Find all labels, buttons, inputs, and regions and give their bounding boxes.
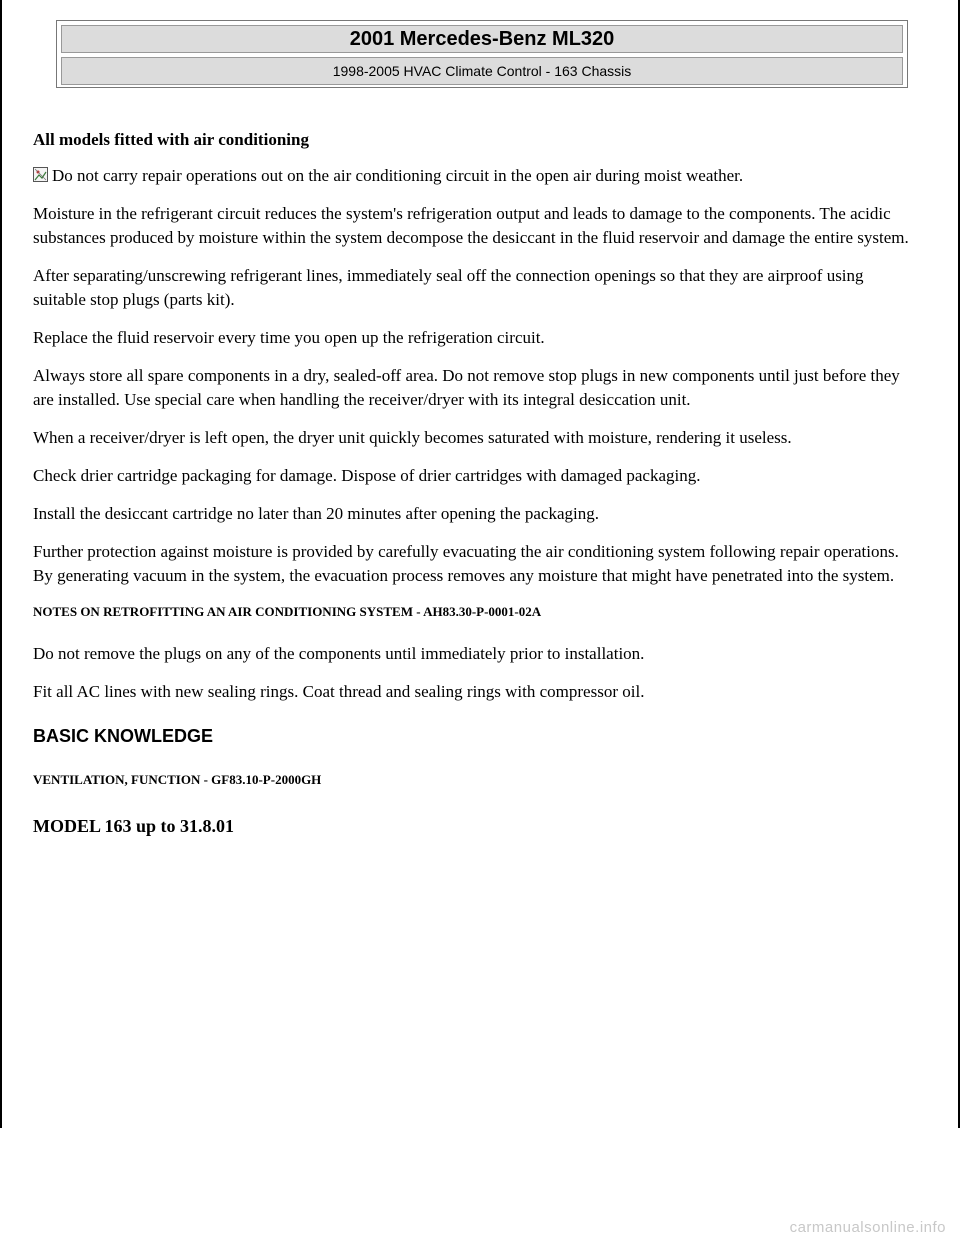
paragraph-plugs: Do not remove the plugs on any of the components until immediately prior to installation. [33,644,645,663]
paragraph-sealing-rings: Fit all AC lines with new sealing rings. Coat thread and sealing rings with compressor oil. [33,682,645,701]
paragraph-storage: Always store all spare components in a dry, sealed-off area. Do not remove stop plugs in new components until just before they are installed. Use special care when handling the receiver/dryer with its integral desiccation unit. [33,366,900,409]
paragraph-evacuation: Further protection against moisture is provided by carefully evacuating the air conditioning system following repair operations. By generating vacuum in the system, the evacuation process removes any moisture that might have penetrated into the system. [33,542,899,585]
heading-basic-knowledge: BASIC KNOWLEDGE [33,726,213,746]
paragraph-check-packaging: Check drier cartridge packaging for damage. Dispose of drier cartridges with damaged packaging. [33,466,701,485]
paragraph-moisture: Moisture in the refrigerant circuit reduces the system's refrigeration output and leads to damage to the components. The acidic substances produced by moisture within the system decompose the desiccant in the fluid reservoir and damage the entire system. [33,204,909,247]
watermark: carmanualsonline.info [789,1219,946,1236]
paragraph-receiver-dryer: When a receiver/dryer is left open, the dryer unit quickly becomes saturated with moisture, rendering it useless. [33,428,792,447]
paragraph-install-cartridge: Install the desiccant cartridge no later than 20 minutes after opening the packaging. [33,504,599,523]
heading-retrofit-notes: NOTES ON RETROFITTING AN AIR CONDITIONING SYSTEM - AH83.30-P-0001-02A [33,604,542,619]
broken-image-icon [33,167,48,182]
warning-paragraph [33,164,913,188]
heading-all-models: All models fitted with air conditioning [33,130,309,149]
paragraph-separating-lines: After separating/unscrewing refrigerant lines, immediately seal off the connection openings so that they are airproof using suitable stop plugs (parts kit). [33,266,864,309]
warning-text: Do not carry repair operations out on the air conditioning circuit in the open air during moist weather. [52,166,744,185]
header-subtitle: 1998-2005 HVAC Climate Control - 163 Chassis [61,57,903,85]
heading-model: MODEL 163 up to 31.8.01 [33,816,235,836]
header-title: 2001 Mercedes-Benz ML320 [61,25,903,53]
page-border-left [0,0,2,1128]
document-header [56,20,908,88]
heading-ventilation-function: VENTILATION, FUNCTION - GF83.10-P-2000GH [33,772,322,787]
document-body [33,128,913,838]
paragraph-replace-reservoir: Replace the fluid reservoir every time you open up the refrigeration circuit. [33,328,545,347]
